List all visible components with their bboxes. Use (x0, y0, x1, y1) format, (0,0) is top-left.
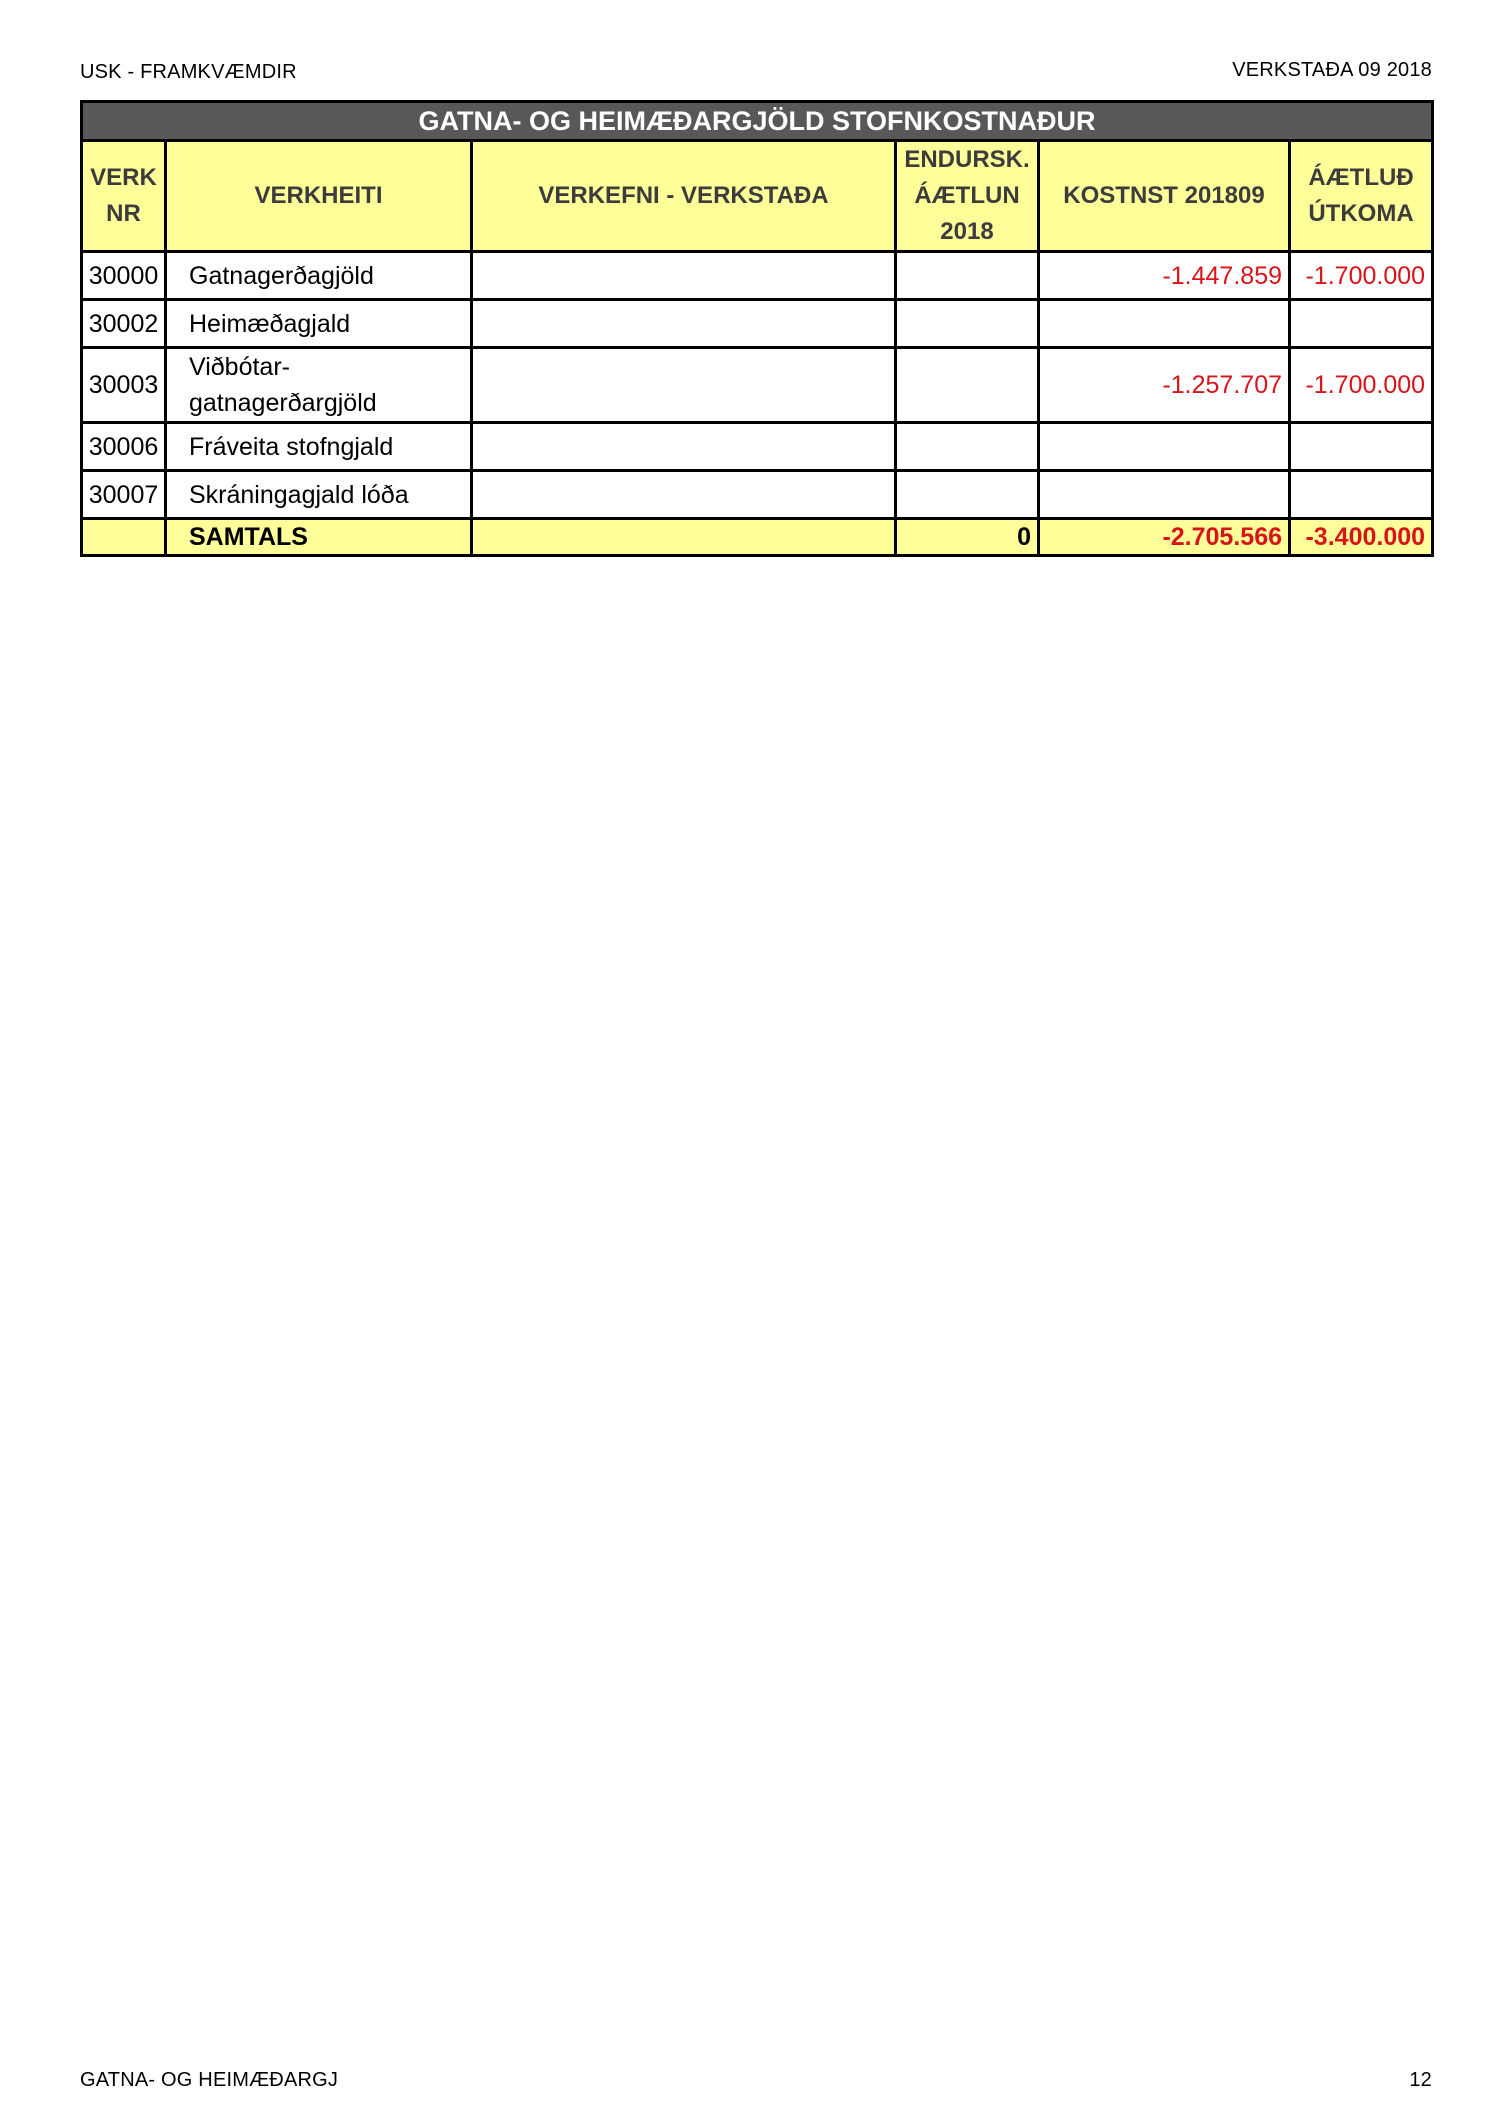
page-header-right: VERKSTAÐA 09 2018 (1232, 59, 1432, 81)
kostnst-cell (1039, 423, 1290, 471)
total-label: SAMTALS (166, 519, 472, 556)
total-utkoma: -3.400.000 (1290, 519, 1433, 556)
utkoma-cell (1290, 471, 1433, 519)
col-header-verkheiti: VERKHEITI (166, 141, 472, 252)
verk-nr-cell: 30003 (82, 348, 166, 423)
col-header-verk-nr: VERK NR (82, 141, 166, 252)
aaetlun-cell (896, 252, 1039, 300)
column-header-row (82, 141, 1433, 252)
total-row (82, 519, 1433, 556)
verkefni-cell (472, 300, 896, 348)
total-aaetlun: 0 (896, 519, 1039, 556)
budget-table (80, 100, 1434, 557)
page-header-left: USK - FRAMKVÆMDIR (80, 61, 297, 83)
verkefni-cell (472, 423, 896, 471)
aaetlun-cell (896, 300, 1039, 348)
table-row (82, 348, 1433, 423)
total-verkefni-cell (472, 519, 896, 556)
kostnst-cell (1039, 300, 1290, 348)
table-row (82, 300, 1433, 348)
kostnst-cell (1039, 471, 1290, 519)
utkoma-cell: -1.700.000 (1290, 252, 1433, 300)
verkheiti-cell: Viðbótar- gatnagerðargjöld (166, 348, 472, 423)
verkefni-cell (472, 348, 896, 423)
aaetlun-cell (896, 423, 1039, 471)
verkheiti-cell: Skráningagjald lóða (166, 471, 472, 519)
kostnst-cell: -1.447.859 (1039, 252, 1290, 300)
verkheiti-cell: Gatnagerðagjöld (166, 252, 472, 300)
total-kostnst: -2.705.566 (1039, 519, 1290, 556)
kostnst-cell: -1.257.707 (1039, 348, 1290, 423)
utkoma-cell: -1.700.000 (1290, 348, 1433, 423)
total-nr-cell (82, 519, 166, 556)
verk-nr-cell: 30007 (82, 471, 166, 519)
table-row (82, 471, 1433, 519)
aaetlun-cell (896, 348, 1039, 423)
verkefni-cell (472, 471, 896, 519)
col-header-verkefni: VERKEFNI - VERKSTAÐA (472, 141, 896, 252)
page-footer-left: GATNA- OG HEIMÆÐARGJ (80, 2069, 339, 2091)
verkefni-cell (472, 252, 896, 300)
col-header-utkoma: ÁÆTLUÐ ÚTKOMA (1290, 141, 1433, 252)
table-title-row (82, 102, 1433, 141)
verkheiti-cell: Heimæðagjald (166, 300, 472, 348)
table-row (82, 423, 1433, 471)
col-header-aaetlun: ENDURSK. ÁÆTLUN 2018 (896, 141, 1039, 252)
col-header-kostnst: KOSTNST 201809 (1039, 141, 1290, 252)
table-row (82, 252, 1433, 300)
aaetlun-cell (896, 471, 1039, 519)
verkheiti-cell: Fráveita stofngjald (166, 423, 472, 471)
page-number: 12 (1409, 2069, 1432, 2091)
table-title: GATNA- OG HEIMÆÐARGJÖLD STOFNKOSTNAÐUR (82, 102, 1433, 141)
utkoma-cell (1290, 423, 1433, 471)
verk-nr-cell: 30006 (82, 423, 166, 471)
utkoma-cell (1290, 300, 1433, 348)
verk-nr-cell: 30000 (82, 252, 166, 300)
verk-nr-cell: 30002 (82, 300, 166, 348)
